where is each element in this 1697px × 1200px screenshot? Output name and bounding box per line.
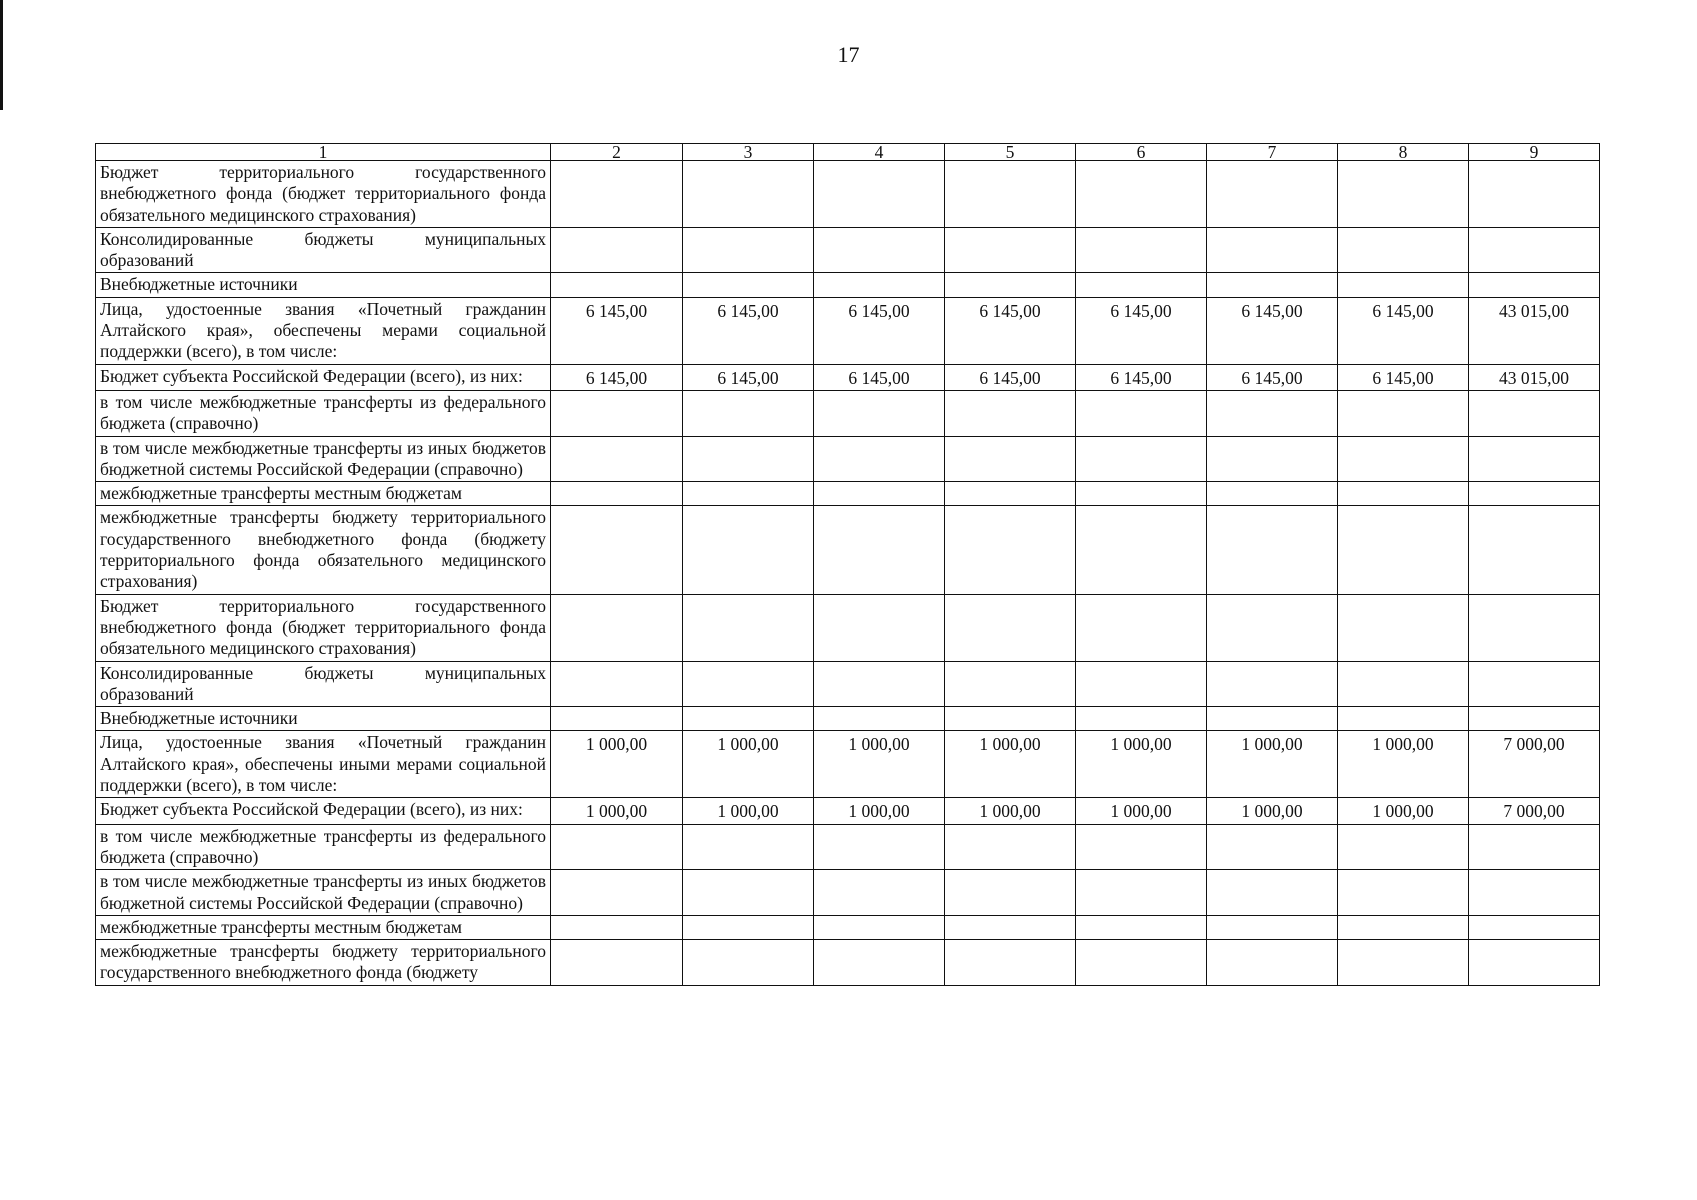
value-cell bbox=[945, 661, 1076, 707]
value-cell bbox=[683, 390, 814, 436]
value-cell bbox=[1076, 661, 1207, 707]
value-cell bbox=[683, 506, 814, 594]
value-cell bbox=[945, 436, 1076, 482]
table-row bbox=[96, 436, 1600, 482]
value-cell bbox=[1207, 390, 1338, 436]
value-cell bbox=[1469, 594, 1600, 661]
column-header: 7 bbox=[1207, 144, 1338, 161]
table-row bbox=[96, 390, 1600, 436]
column-header: 1 bbox=[96, 144, 551, 161]
value-cell bbox=[551, 297, 683, 364]
value-cell bbox=[945, 297, 1076, 364]
value-cell bbox=[945, 731, 1076, 798]
table-row bbox=[96, 297, 1600, 364]
column-header: 6 bbox=[1076, 144, 1207, 161]
table-row bbox=[96, 731, 1600, 798]
table-row bbox=[96, 227, 1600, 273]
value-cell bbox=[814, 161, 945, 228]
cell-value: 7 000,00 bbox=[1503, 801, 1565, 822]
row-label: Внебюджетные источники bbox=[96, 707, 551, 731]
value-cell bbox=[551, 915, 683, 939]
table-row bbox=[96, 482, 1600, 506]
value-cell bbox=[1469, 798, 1600, 824]
value-cell bbox=[1207, 798, 1338, 824]
column-header: 2 bbox=[551, 144, 683, 161]
value-cell bbox=[1207, 227, 1338, 273]
value-cell bbox=[1076, 506, 1207, 594]
value-cell bbox=[814, 436, 945, 482]
value-cell bbox=[814, 707, 945, 731]
value-cell bbox=[683, 915, 814, 939]
value-cell bbox=[1338, 364, 1469, 390]
value-cell bbox=[1207, 297, 1338, 364]
cell-value: 1 000,00 bbox=[585, 734, 648, 755]
row-label: в том числе межбюджетные трансферты из федерального бюджета (справочно) bbox=[96, 390, 551, 436]
cell-value: 6 145,00 bbox=[585, 300, 648, 321]
value-cell bbox=[1076, 390, 1207, 436]
cell-value: 1 000,00 bbox=[1372, 734, 1434, 755]
cell-value: 6 145,00 bbox=[979, 367, 1041, 388]
value-cell bbox=[683, 870, 814, 916]
value-cell bbox=[683, 273, 814, 297]
row-label: Лица, удостоенные звания «Почетный гражданин Алтайского края», обеспечены мерами социальной поддержки (всего), в том числе: bbox=[96, 297, 551, 364]
row-label: Бюджет субъекта Российской Федерации (всего), из них: bbox=[96, 798, 551, 824]
value-cell bbox=[1076, 436, 1207, 482]
value-cell bbox=[814, 798, 945, 824]
value-cell bbox=[551, 227, 683, 273]
value-cell bbox=[814, 661, 945, 707]
budget-table bbox=[95, 143, 1600, 986]
cell-value: 6 145,00 bbox=[585, 367, 648, 388]
table-row bbox=[96, 940, 1600, 986]
cell-value: 6 145,00 bbox=[1110, 300, 1172, 321]
row-label: Консолидированные бюджеты муниципальных образований bbox=[96, 227, 551, 273]
row-label: Бюджет территориального государственного внебюджетного фонда (бюджет территориального фонда обязательного медицинского страхования) bbox=[96, 594, 551, 661]
value-cell bbox=[1076, 824, 1207, 870]
cell-value: 1 000,00 bbox=[848, 801, 910, 822]
value-cell bbox=[1338, 161, 1469, 228]
value-cell bbox=[1469, 870, 1600, 916]
value-cell bbox=[1338, 707, 1469, 731]
value-cell bbox=[945, 506, 1076, 594]
value-cell bbox=[1469, 161, 1600, 228]
value-cell bbox=[1207, 436, 1338, 482]
value-cell bbox=[1469, 390, 1600, 436]
cell-value: 6 145,00 bbox=[1241, 300, 1303, 321]
value-cell bbox=[1469, 915, 1600, 939]
value-cell bbox=[814, 870, 945, 916]
value-cell bbox=[1076, 161, 1207, 228]
value-cell bbox=[1076, 731, 1207, 798]
cell-value: 6 145,00 bbox=[717, 300, 779, 321]
column-header: 5 bbox=[945, 144, 1076, 161]
value-cell bbox=[814, 297, 945, 364]
value-cell bbox=[1076, 798, 1207, 824]
page-number: 17 bbox=[837, 42, 860, 67]
value-cell bbox=[683, 227, 814, 273]
value-cell bbox=[1076, 482, 1207, 506]
cell-value: 6 145,00 bbox=[1110, 367, 1172, 388]
value-cell bbox=[945, 273, 1076, 297]
row-label: Бюджет территориального государственного внебюджетного фонда (бюджет территориального фонда обязательного медицинского страхования) bbox=[96, 161, 551, 228]
value-cell bbox=[551, 273, 683, 297]
row-label: Консолидированные бюджеты муниципальных образований bbox=[96, 661, 551, 707]
value-cell bbox=[551, 940, 683, 986]
value-cell bbox=[814, 940, 945, 986]
row-label: межбюджетные трансферты бюджету территориального государственного внебюджетного фонда (бюджету территориального фонда обязательного медицинского страхования) bbox=[96, 506, 551, 594]
value-cell bbox=[1469, 707, 1600, 731]
value-cell bbox=[1207, 661, 1338, 707]
value-cell bbox=[1469, 364, 1600, 390]
cell-value: 1 000,00 bbox=[848, 734, 910, 755]
value-cell bbox=[945, 482, 1076, 506]
value-cell bbox=[683, 824, 814, 870]
table-row bbox=[96, 798, 1600, 824]
cell-value: 1 000,00 bbox=[585, 801, 648, 822]
table-row bbox=[96, 506, 1600, 594]
value-cell bbox=[551, 824, 683, 870]
value-cell bbox=[1076, 870, 1207, 916]
cell-value: 1 000,00 bbox=[979, 801, 1041, 822]
row-label: в том числе межбюджетные трансферты из иных бюджетов бюджетной системы Российской Федерации (справочно) bbox=[96, 436, 551, 482]
cell-value: 1 000,00 bbox=[1241, 801, 1303, 822]
value-cell bbox=[814, 390, 945, 436]
value-cell bbox=[945, 707, 1076, 731]
cell-value: 6 145,00 bbox=[1241, 367, 1303, 388]
value-cell bbox=[1469, 506, 1600, 594]
value-cell bbox=[1207, 915, 1338, 939]
value-cell bbox=[945, 940, 1076, 986]
value-cell bbox=[814, 273, 945, 297]
cell-value: 1 000,00 bbox=[717, 801, 779, 822]
value-cell bbox=[683, 482, 814, 506]
column-header: 3 bbox=[683, 144, 814, 161]
cell-value: 1 000,00 bbox=[1110, 734, 1172, 755]
column-header: 8 bbox=[1338, 144, 1469, 161]
row-label: Бюджет субъекта Российской Федерации (всего), из них: bbox=[96, 364, 551, 390]
row-label: Внебюджетные источники bbox=[96, 273, 551, 297]
value-cell bbox=[945, 594, 1076, 661]
value-cell bbox=[1338, 436, 1469, 482]
value-cell bbox=[945, 824, 1076, 870]
value-cell bbox=[814, 364, 945, 390]
value-cell bbox=[814, 915, 945, 939]
value-cell bbox=[814, 594, 945, 661]
value-cell bbox=[1076, 227, 1207, 273]
value-cell bbox=[1338, 273, 1469, 297]
value-cell bbox=[1207, 940, 1338, 986]
value-cell bbox=[1469, 297, 1600, 364]
value-cell bbox=[945, 798, 1076, 824]
column-header: 9 bbox=[1469, 144, 1600, 161]
cell-value: 1 000,00 bbox=[1372, 801, 1434, 822]
cell-value: 43 015,00 bbox=[1499, 300, 1569, 321]
value-cell bbox=[1076, 297, 1207, 364]
value-cell bbox=[551, 161, 683, 228]
value-cell bbox=[1338, 798, 1469, 824]
table-row bbox=[96, 273, 1600, 297]
value-cell bbox=[683, 161, 814, 228]
cell-value: 1 000,00 bbox=[1110, 801, 1172, 822]
row-label: межбюджетные трансферты местным бюджетам bbox=[96, 482, 551, 506]
value-cell bbox=[551, 482, 683, 506]
value-cell bbox=[1338, 731, 1469, 798]
value-cell bbox=[1338, 390, 1469, 436]
table-row bbox=[96, 594, 1600, 661]
cell-value: 1 000,00 bbox=[1241, 734, 1303, 755]
value-cell bbox=[945, 161, 1076, 228]
value-cell bbox=[551, 798, 683, 824]
value-cell bbox=[683, 707, 814, 731]
value-cell bbox=[1338, 661, 1469, 707]
value-cell bbox=[551, 870, 683, 916]
value-cell bbox=[1338, 506, 1469, 594]
cell-value: 6 145,00 bbox=[1372, 367, 1434, 388]
value-cell bbox=[1338, 482, 1469, 506]
value-cell bbox=[551, 731, 683, 798]
value-cell bbox=[683, 297, 814, 364]
table-row bbox=[96, 824, 1600, 870]
table-row bbox=[96, 915, 1600, 939]
row-label: в том числе межбюджетные трансферты из иных бюджетов бюджетной системы Российской Федерации (справочно) bbox=[96, 870, 551, 916]
value-cell bbox=[945, 227, 1076, 273]
value-cell bbox=[551, 506, 683, 594]
value-cell bbox=[1207, 364, 1338, 390]
value-cell bbox=[1207, 731, 1338, 798]
value-cell bbox=[1207, 594, 1338, 661]
value-cell bbox=[945, 364, 1076, 390]
table-header-row bbox=[96, 144, 1600, 161]
value-cell bbox=[551, 707, 683, 731]
value-cell bbox=[1338, 915, 1469, 939]
cell-value: 6 145,00 bbox=[848, 300, 910, 321]
value-cell bbox=[1076, 364, 1207, 390]
value-cell bbox=[1469, 824, 1600, 870]
table-row bbox=[96, 161, 1600, 228]
value-cell bbox=[1469, 661, 1600, 707]
value-cell bbox=[1207, 870, 1338, 916]
value-cell bbox=[551, 364, 683, 390]
value-cell bbox=[551, 661, 683, 707]
row-label: Лица, удостоенные звания «Почетный гражданин Алтайского края», обеспечены иными мерами социальной поддержки (всего), в том числе: bbox=[96, 731, 551, 798]
value-cell bbox=[1207, 506, 1338, 594]
value-cell bbox=[1207, 161, 1338, 228]
value-cell bbox=[945, 915, 1076, 939]
table-row bbox=[96, 364, 1600, 390]
value-cell bbox=[683, 661, 814, 707]
cell-value: 6 145,00 bbox=[979, 300, 1041, 321]
value-cell bbox=[814, 482, 945, 506]
value-cell bbox=[1076, 940, 1207, 986]
value-cell bbox=[1338, 870, 1469, 916]
value-cell bbox=[1338, 594, 1469, 661]
value-cell bbox=[814, 731, 945, 798]
cell-value: 7 000,00 bbox=[1503, 734, 1565, 755]
value-cell bbox=[551, 390, 683, 436]
cell-value: 1 000,00 bbox=[717, 734, 779, 755]
value-cell bbox=[945, 870, 1076, 916]
value-cell bbox=[683, 798, 814, 824]
value-cell bbox=[1469, 436, 1600, 482]
value-cell bbox=[551, 594, 683, 661]
value-cell bbox=[1469, 940, 1600, 986]
table-row bbox=[96, 707, 1600, 731]
value-cell bbox=[1469, 482, 1600, 506]
row-label: в том числе межбюджетные трансферты из федерального бюджета (справочно) bbox=[96, 824, 551, 870]
value-cell bbox=[1076, 915, 1207, 939]
value-cell bbox=[551, 436, 683, 482]
value-cell bbox=[1207, 273, 1338, 297]
value-cell bbox=[814, 824, 945, 870]
value-cell bbox=[1469, 227, 1600, 273]
column-header: 4 bbox=[814, 144, 945, 161]
value-cell bbox=[683, 940, 814, 986]
value-cell bbox=[1338, 824, 1469, 870]
value-cell bbox=[945, 390, 1076, 436]
table-row bbox=[96, 870, 1600, 916]
value-cell bbox=[1207, 482, 1338, 506]
cell-value: 6 145,00 bbox=[1372, 300, 1434, 321]
row-label: межбюджетные трансферты бюджету территориального государственного внебюджетного фонда (бюджету bbox=[96, 940, 551, 986]
value-cell bbox=[683, 594, 814, 661]
value-cell bbox=[1076, 707, 1207, 731]
value-cell bbox=[814, 227, 945, 273]
value-cell bbox=[683, 731, 814, 798]
value-cell bbox=[814, 506, 945, 594]
row-label: межбюджетные трансферты местным бюджетам bbox=[96, 915, 551, 939]
table-row bbox=[96, 661, 1600, 707]
value-cell bbox=[1469, 731, 1600, 798]
value-cell bbox=[1076, 594, 1207, 661]
table-body bbox=[96, 161, 1600, 986]
value-cell bbox=[1207, 707, 1338, 731]
value-cell bbox=[1469, 273, 1600, 297]
value-cell bbox=[1338, 297, 1469, 364]
value-cell bbox=[683, 364, 814, 390]
value-cell bbox=[1338, 227, 1469, 273]
value-cell bbox=[1076, 273, 1207, 297]
value-cell bbox=[1338, 940, 1469, 986]
cell-value: 6 145,00 bbox=[717, 367, 779, 388]
cell-value: 43 015,00 bbox=[1499, 367, 1569, 388]
value-cell bbox=[1207, 824, 1338, 870]
value-cell bbox=[683, 436, 814, 482]
cell-value: 1 000,00 bbox=[979, 734, 1041, 755]
cell-value: 6 145,00 bbox=[848, 367, 910, 388]
